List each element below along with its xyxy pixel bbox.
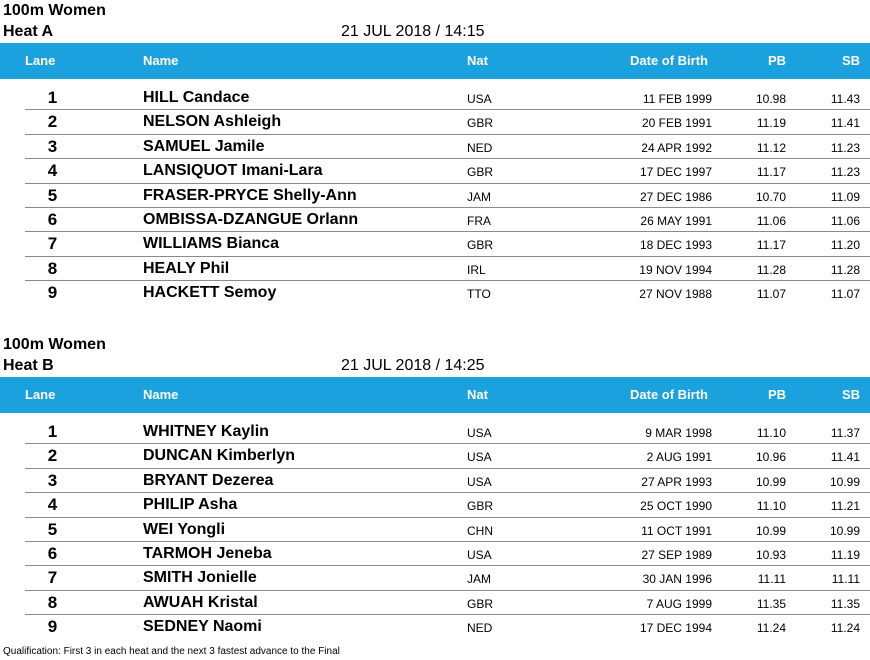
qualification-note: Qualification: First 3 in each heat and the next 3 fastest advance to the Final [3,646,340,657]
header-sb: SB [841,53,860,68]
nationality: USA [467,474,492,489]
athlete-name: WHITNEY Kaylin [143,423,269,440]
athlete-name: DUNCAN Kimberlyn [143,447,296,465]
personal-best: 10.98 [755,92,786,106]
table-row [0,591,870,615]
header-dob: Date of Birth [630,53,708,68]
personal-best: 11.10 [756,426,786,440]
nationality: GBR [467,238,494,253]
athlete-name: AWUAH Kristal [143,593,258,611]
athlete-name: SAMUEL Jamile [143,137,265,155]
lane-number: 8 [47,592,58,612]
date-of-birth: 24 APR 1992 [641,140,712,155]
personal-best: 11.06 [756,214,786,228]
season-best: 11.07 [830,287,860,302]
lane-number: 6 [47,210,58,229]
athlete-name: HEALY Phil [143,259,230,277]
lane-number: 2 [47,112,58,132]
athlete-name: OMBISSA-DZANGUE Orlann [143,211,359,228]
table-row [0,208,870,232]
athlete-name: FRASER-PRYCE Shelly-Ann [143,186,357,204]
table-row [0,257,870,281]
date-of-birth: 17 DEC 1997 [639,165,712,180]
season-best: 11.20 [830,238,860,253]
header-dob: Date of Birth [630,387,708,402]
personal-best: 11.11 [757,572,786,587]
date-of-birth: 7 AUG 1999 [646,596,712,611]
event-title: 100m Women [3,2,106,19]
lane-number: 9 [47,283,58,303]
athlete-name: BRYANT Dezerea [143,471,274,489]
nationality: FRA [467,214,491,228]
nationality: TTO [467,287,491,302]
table-row [0,444,870,468]
nationality: GBR [467,596,494,611]
season-best: 10.99 [829,523,860,538]
date-of-birth: 11 FEB 1999 [642,92,712,106]
season-best: 11.11 [831,572,860,587]
table-row [0,184,870,208]
lane-number: 8 [47,258,58,278]
table-row [0,469,870,493]
date-of-birth: 30 JAN 1996 [642,572,712,587]
table-row [0,518,870,542]
header-pb: PB [767,387,786,402]
table-row [0,542,870,566]
nationality: USA [467,450,492,465]
date-of-birth: 27 APR 1993 [641,474,712,489]
table-row [0,493,870,517]
personal-best: 11.19 [756,116,786,131]
header-sb: SB [841,387,860,402]
table-row [0,281,870,305]
date-of-birth: 20 FEB 1991 [641,116,712,131]
season-best: 11.19 [830,548,860,562]
athlete-name: WILLIAMS Bianca [143,235,280,253]
athlete-name: NELSON Ashleigh [143,113,282,131]
athlete-name: HILL Candace [143,89,250,106]
season-best: 11.28 [830,262,860,277]
lane-number: 9 [47,617,58,637]
lane-number: 5 [47,519,58,539]
heat-label: Heat A [3,23,54,40]
nationality: CHN [467,523,493,538]
nationality: USA [467,426,492,440]
athlete-name: LANSIQUOT Imani-Lara [143,162,323,180]
season-best: 11.23 [830,165,860,180]
date-of-birth: 27 NOV 1988 [639,287,712,302]
date-of-birth: 19 NOV 1994 [639,262,712,277]
heat-label: Heat B [3,357,54,374]
lane-number: 7 [47,234,58,254]
season-best: 11.09 [830,189,860,204]
header-lane: Lane [25,387,56,402]
season-best: 11.43 [830,92,860,106]
athlete-name: PHILIP Asha [143,496,238,514]
personal-best: 11.17 [756,238,786,253]
date-of-birth: 9 MAR 1998 [645,426,712,440]
season-best: 11.23 [830,140,860,155]
table-row [0,420,870,444]
table-row [0,232,870,256]
season-best: 11.37 [830,426,860,440]
personal-best: 11.35 [756,596,786,611]
nationality: IRL [467,262,486,277]
header-lane: Lane [25,53,56,68]
personal-best: 11.17 [756,165,786,180]
header-name: Name [143,53,179,68]
nationality: GBR [467,116,494,131]
lane-number: 5 [47,185,58,205]
date-of-birth: 26 MAY 1991 [640,214,712,228]
season-best: 11.35 [830,596,860,611]
lane-number: 4 [47,161,58,181]
date-of-birth: 27 SEP 1989 [641,548,712,562]
nationality: GBR [467,499,494,514]
table-header [0,377,870,413]
season-best: 11.21 [830,499,860,514]
personal-best: 11.28 [756,262,786,277]
personal-best: 10.99 [755,474,786,489]
date-of-birth: 11 OCT 1991 [641,523,712,538]
personal-best: 10.96 [755,450,786,465]
season-best: 11.41 [830,116,860,131]
lane-number: 1 [47,88,58,107]
header-pb: PB [767,53,786,68]
table-header [0,43,870,79]
season-best: 11.06 [830,214,860,228]
heat-datetime: 21 JUL 2018 / 14:15 [341,23,485,40]
season-best: 10.99 [829,474,860,489]
personal-best: 11.07 [756,287,786,302]
date-of-birth: 25 OCT 1990 [640,499,712,514]
athlete-name: WEI Yongli [143,520,226,538]
date-of-birth: 18 DEC 1993 [639,238,712,253]
personal-best: 10.99 [755,523,786,538]
date-of-birth: 17 DEC 1994 [639,621,712,636]
lane-number: 1 [47,422,58,441]
lane-number: 4 [47,495,58,515]
lane-number: 2 [47,446,58,466]
lane-number: 3 [47,470,58,490]
header-nat: Nat [467,387,488,402]
nationality: NED [467,621,493,636]
table-row [0,86,870,110]
nationality: NED [467,140,493,155]
date-of-birth: 2 AUG 1991 [646,450,712,465]
athlete-name: SEDNEY Naomi [143,618,262,636]
table-row [0,159,870,183]
athlete-name: HACKETT Semoy [143,284,277,302]
event-title: 100m Women [3,336,106,353]
nationality: JAM [467,189,491,204]
athlete-name: TARMOH Jeneba [143,545,272,562]
personal-best: 10.70 [755,189,786,204]
personal-best: 10.93 [755,548,786,562]
date-of-birth: 27 DEC 1986 [639,189,712,204]
personal-best: 11.10 [756,499,786,514]
athlete-name: SMITH Jonielle [143,569,257,587]
personal-best: 11.24 [756,621,786,636]
season-best: 11.41 [830,450,860,465]
lane-number: 6 [47,544,58,563]
season-best: 11.24 [830,621,860,636]
header-nat: Nat [467,53,488,68]
table-row [0,135,870,159]
nationality: JAM [467,572,491,587]
lane-number: 3 [47,136,58,156]
nationality: USA [467,548,492,562]
nationality: USA [467,92,492,106]
table-row [0,615,870,639]
lane-number: 7 [47,568,58,588]
nationality: GBR [467,165,494,180]
heat-datetime: 21 JUL 2018 / 14:25 [341,357,485,374]
table-row [0,566,870,590]
header-name: Name [143,387,179,402]
personal-best: 11.12 [756,140,786,155]
table-row [0,110,870,134]
